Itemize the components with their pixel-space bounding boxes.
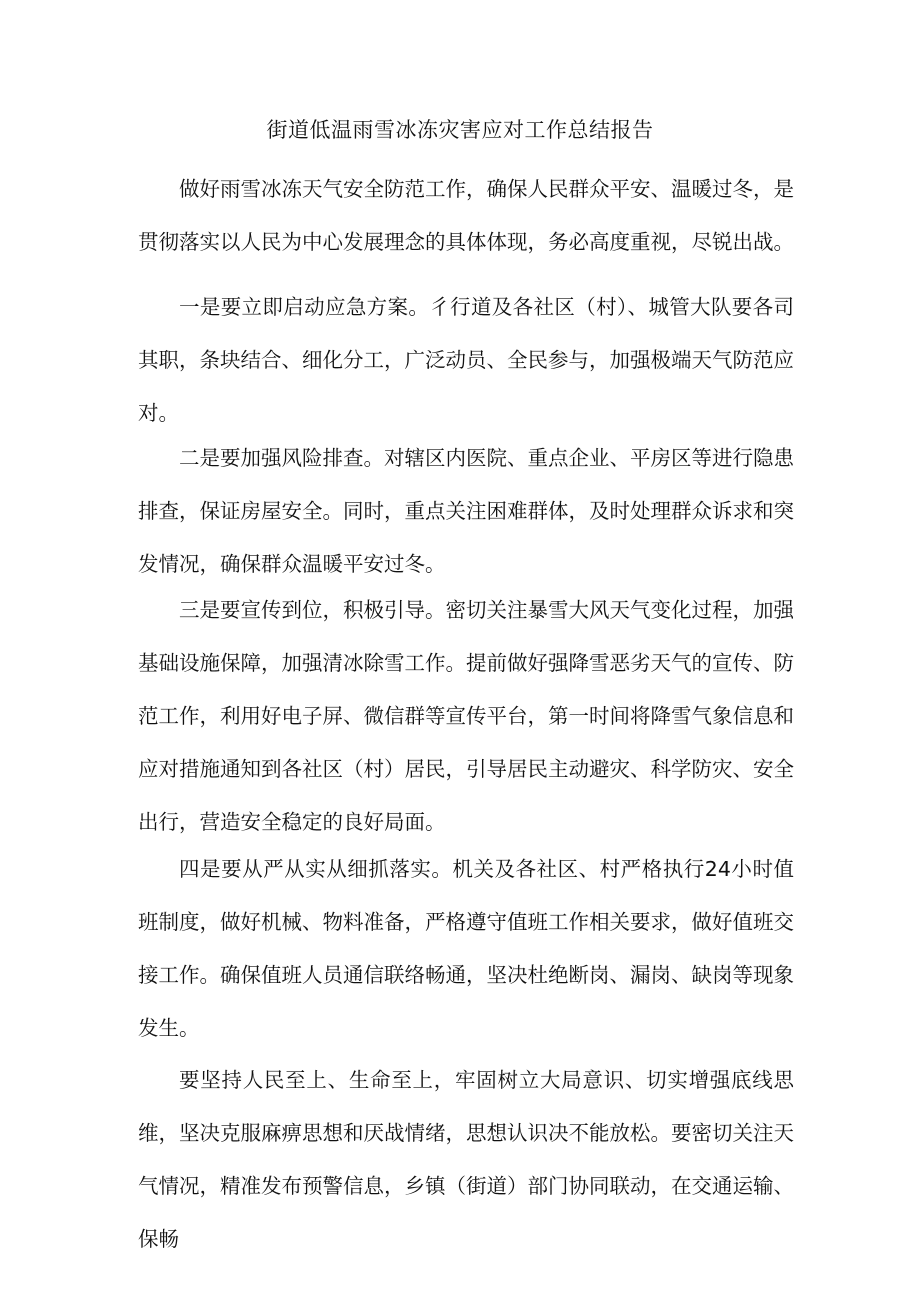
paragraph-conclusion: 要坚持人民至上、生命至上，牢固树立大局意识、切实增强底线思维，坚决克服麻痹思想和厌战情绪，思想认识决不能放松。要密切关注天气情况，精准发布预警信息，乡镇（街道）部门协同联动，在交通运输、保畅 xyxy=(138,1067,794,1251)
paragraph-publicity: 三是要宣传到位，积极引导。密切关注暴雪大风天气变化过程，加强基础设施保障，加强清冰除雪工作。提前做好强降雪恶劣天气的宣传、防范工作，利用好电子屏、微信群等宣传平台，第一时间将降雪气象信息和应对措施通知到各社区（村）居民，引导居民主动避灾、科学防灾、安全出行，营造安全稳定的良好局面。 xyxy=(138,597,794,834)
paragraph-emergency-plan: 一是要立即启动应急方案。彳行道及各社区（村）、城管大队要各司其职，条块结合、细化分工，广泛动员、全民参与，加强极端天气防范应对。 xyxy=(138,294,794,425)
document-title: 街道低温雨雪冰冻灾害应对工作总结报告 xyxy=(266,118,654,142)
paragraph-risk-inspection: 二是要加强风险排查。对辖区内医院、重点企业、平房区等进行隐患排查，保证房屋安全。同时，重点关注困难群体，及时处理群众诉求和突发情况，确保群众温暖平安过冬。 xyxy=(138,445,794,576)
paragraph-implementation: 四是要从严从实从细抓落实。机关及各社区、村严格执行24小时值班制度，做好机械、物料准备，严格遵守值班工作相关要求，做好值班交接工作。确保值班人员通信联络畅通，坚决杜绝断岗、漏岗、缺岗等现象发生。 xyxy=(138,856,794,1040)
paragraph-intro: 做好雨雪冰冻天气安全防范工作，确保人民群众平安、温暖过冬，是贯彻落实以人民为中心发展理念的具体体现，务必高度重视，尽锐出战。 xyxy=(138,176,794,254)
